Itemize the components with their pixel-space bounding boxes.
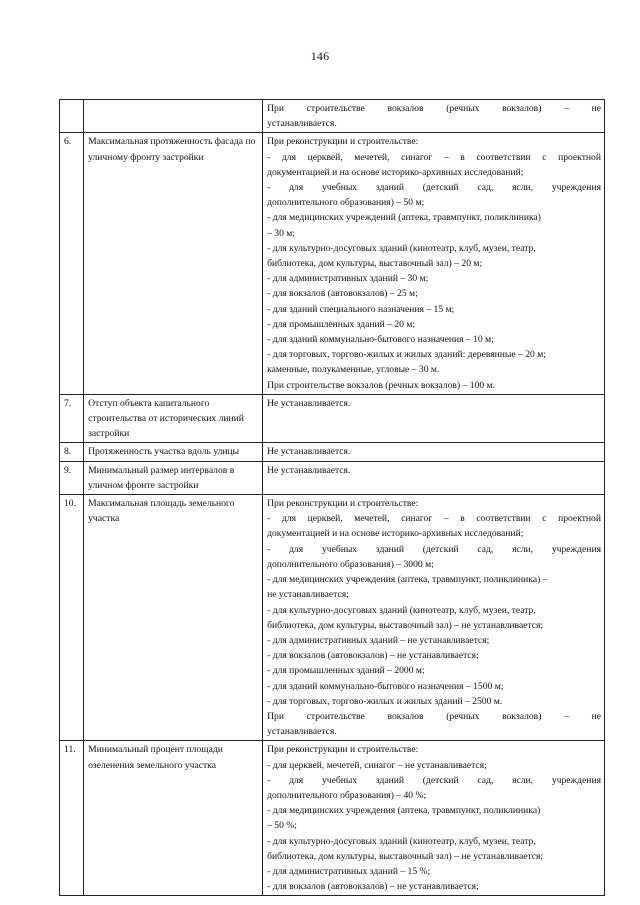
value-line: дополнительного образования) – 40 %;	[267, 789, 427, 801]
value-line: - для церквей, мечетей, синагог – не устанавливается;	[267, 759, 487, 771]
value-line: библиотека, дом культуры, выставочный зал) – 20 м;	[267, 258, 483, 270]
row-number: 7.	[60, 394, 84, 443]
value-line: - для административных зданий – 15 %;	[267, 865, 431, 877]
value-line: устанавливается.	[267, 118, 337, 130]
parameter-value	[263, 461, 605, 494]
parameter-value	[263, 133, 605, 394]
value-line: - для церквей, мечетей, синагог – в соответствии с проектной	[267, 151, 601, 163]
value-line: – 30 м;	[267, 227, 296, 239]
value-line: При реконструкции и строительстве:	[267, 498, 419, 510]
value-line: - для административных зданий – 30 м;	[267, 273, 429, 285]
parameter-value	[263, 495, 605, 741]
row-number	[60, 100, 84, 133]
value-line: При строительстве вокзалов (речных вокзалов) – не	[267, 103, 601, 114]
value-line: При строительстве вокзалов (речных вокзалов) – 100 м.	[267, 379, 495, 391]
value-line: - для торговых, торгово-жилых и жилых зданий: деревянные – 20 м;	[267, 349, 546, 361]
value-line: - для медицинских учреждения (аптека, травмпункт, поликлиника) –	[267, 574, 548, 586]
value-line: - для учебных зданий (детский сад, ясли, учреждения	[267, 774, 601, 786]
value-line: Не устанавливается.	[267, 464, 351, 476]
table-row	[60, 100, 605, 133]
value-line: - для административных зданий – не устанавливается;	[267, 634, 490, 646]
value-line: - для культурно-досуговых зданий (кинотеатр, клуб, музеи, театр,	[267, 835, 536, 847]
regulations-table	[59, 99, 605, 896]
parameter-name: Протяженность участка вдоль улицы	[84, 443, 263, 461]
parameter-name: Максимальная площадь земельного участка	[84, 495, 263, 741]
parameter-value	[263, 443, 605, 461]
value-line: - для зданий коммунально-бытового назначения – 10 м;	[267, 334, 494, 346]
table-row	[60, 461, 605, 494]
value-line: - для промышленных зданий – 2000 м;	[267, 665, 425, 677]
value-line: - для церквей, мечетей, синагог – в соответствии с проектной	[267, 513, 601, 525]
value-line: дополнительного образования) – 50 м;	[267, 197, 425, 209]
value-line: При реконструкции и строительстве:	[267, 136, 419, 148]
value-line: - для промышленных зданий – 20 м;	[267, 318, 416, 330]
parameter-name: Минимальный процент площади озеленения земельного участка	[84, 741, 263, 896]
value-line: - для вокзалов (автовокзалов) – 25 м;	[267, 288, 418, 300]
table-row	[60, 443, 605, 461]
value-line: - для медицинских учреждения (аптека, травмпункт, поликлиника)	[267, 805, 541, 817]
parameter-value	[263, 741, 605, 896]
value-line: - для зданий коммунально-бытового назначения – 1500 м;	[267, 680, 504, 692]
value-line: документацией и на основе историко-архивных исследований;	[267, 166, 524, 178]
row-number: 10.	[60, 495, 84, 741]
value-line: - для торговых, торгово-жилых и жилых зданий – 2500 м.	[267, 695, 503, 707]
table-row	[60, 133, 605, 394]
page-number: 146	[310, 49, 330, 63]
value-line: - для зданий специального назначения – 15 м;	[267, 303, 455, 315]
value-line: - для вокзалов (автовокзалов) – не устанавливается;	[267, 881, 479, 893]
value-line: документацией и на основе историко-архивных исследований;	[267, 528, 524, 540]
parameter-name: Максимальная протяженность фасада по уличному фронту застройки	[84, 133, 263, 394]
parameter-name	[84, 100, 263, 133]
value-line: - для культурно-досуговых зданий (кинотеатр, клуб, музеи, театр,	[267, 604, 536, 616]
row-number: 6.	[60, 133, 84, 394]
value-line: При строительстве вокзалов (речных вокзалов) – не	[267, 710, 601, 722]
value-line: Не устанавливается.	[267, 397, 351, 409]
table-body	[60, 100, 605, 896]
parameter-name: Минимальный размер интервалов в уличном фронте застройки	[84, 461, 263, 494]
value-line: - для учебных зданий (детский сад, ясли, учреждения	[267, 182, 601, 194]
table-row	[60, 495, 605, 741]
table-row	[60, 394, 605, 443]
value-line: каменные, полукаменные, угловые – 30 м.	[267, 364, 440, 376]
value-line: дополнительного образования) – 3000 м;	[267, 558, 434, 570]
value-line: – 50 %;	[267, 820, 297, 832]
value-line: не устанавливается;	[267, 589, 349, 601]
parameter-name: Отступ объекта капитального строительства от исторических линий застройки	[84, 394, 263, 443]
parameter-value	[263, 394, 605, 443]
value-line: При реконструкции и строительстве:	[267, 744, 419, 756]
row-number: 11.	[60, 741, 84, 896]
table-row	[60, 741, 605, 896]
value-line: библиотека, дом культуры, выставочный зал) – не устанавливается;	[267, 619, 544, 631]
parameter-value	[263, 100, 605, 133]
value-line: - для учебных зданий (детский сад, ясли, учреждения	[267, 543, 601, 555]
row-number: 9.	[60, 461, 84, 494]
row-number: 8.	[60, 443, 84, 461]
value-line: - для вокзалов (автовокзалов) – не устанавливается;	[267, 650, 479, 662]
value-line: - для медицинских учреждений (аптека, травмпункт, поликлиника)	[267, 212, 541, 224]
value-line: Не устанавливается.	[267, 446, 351, 458]
value-line: библиотека, дом культуры, выставочный зал) – не устанавливается;	[267, 850, 544, 862]
value-line: - для культурно-досуговых зданий (кинотеатр, клуб, музеи, театр,	[267, 242, 536, 254]
value-line: устанавливается.	[267, 726, 337, 738]
